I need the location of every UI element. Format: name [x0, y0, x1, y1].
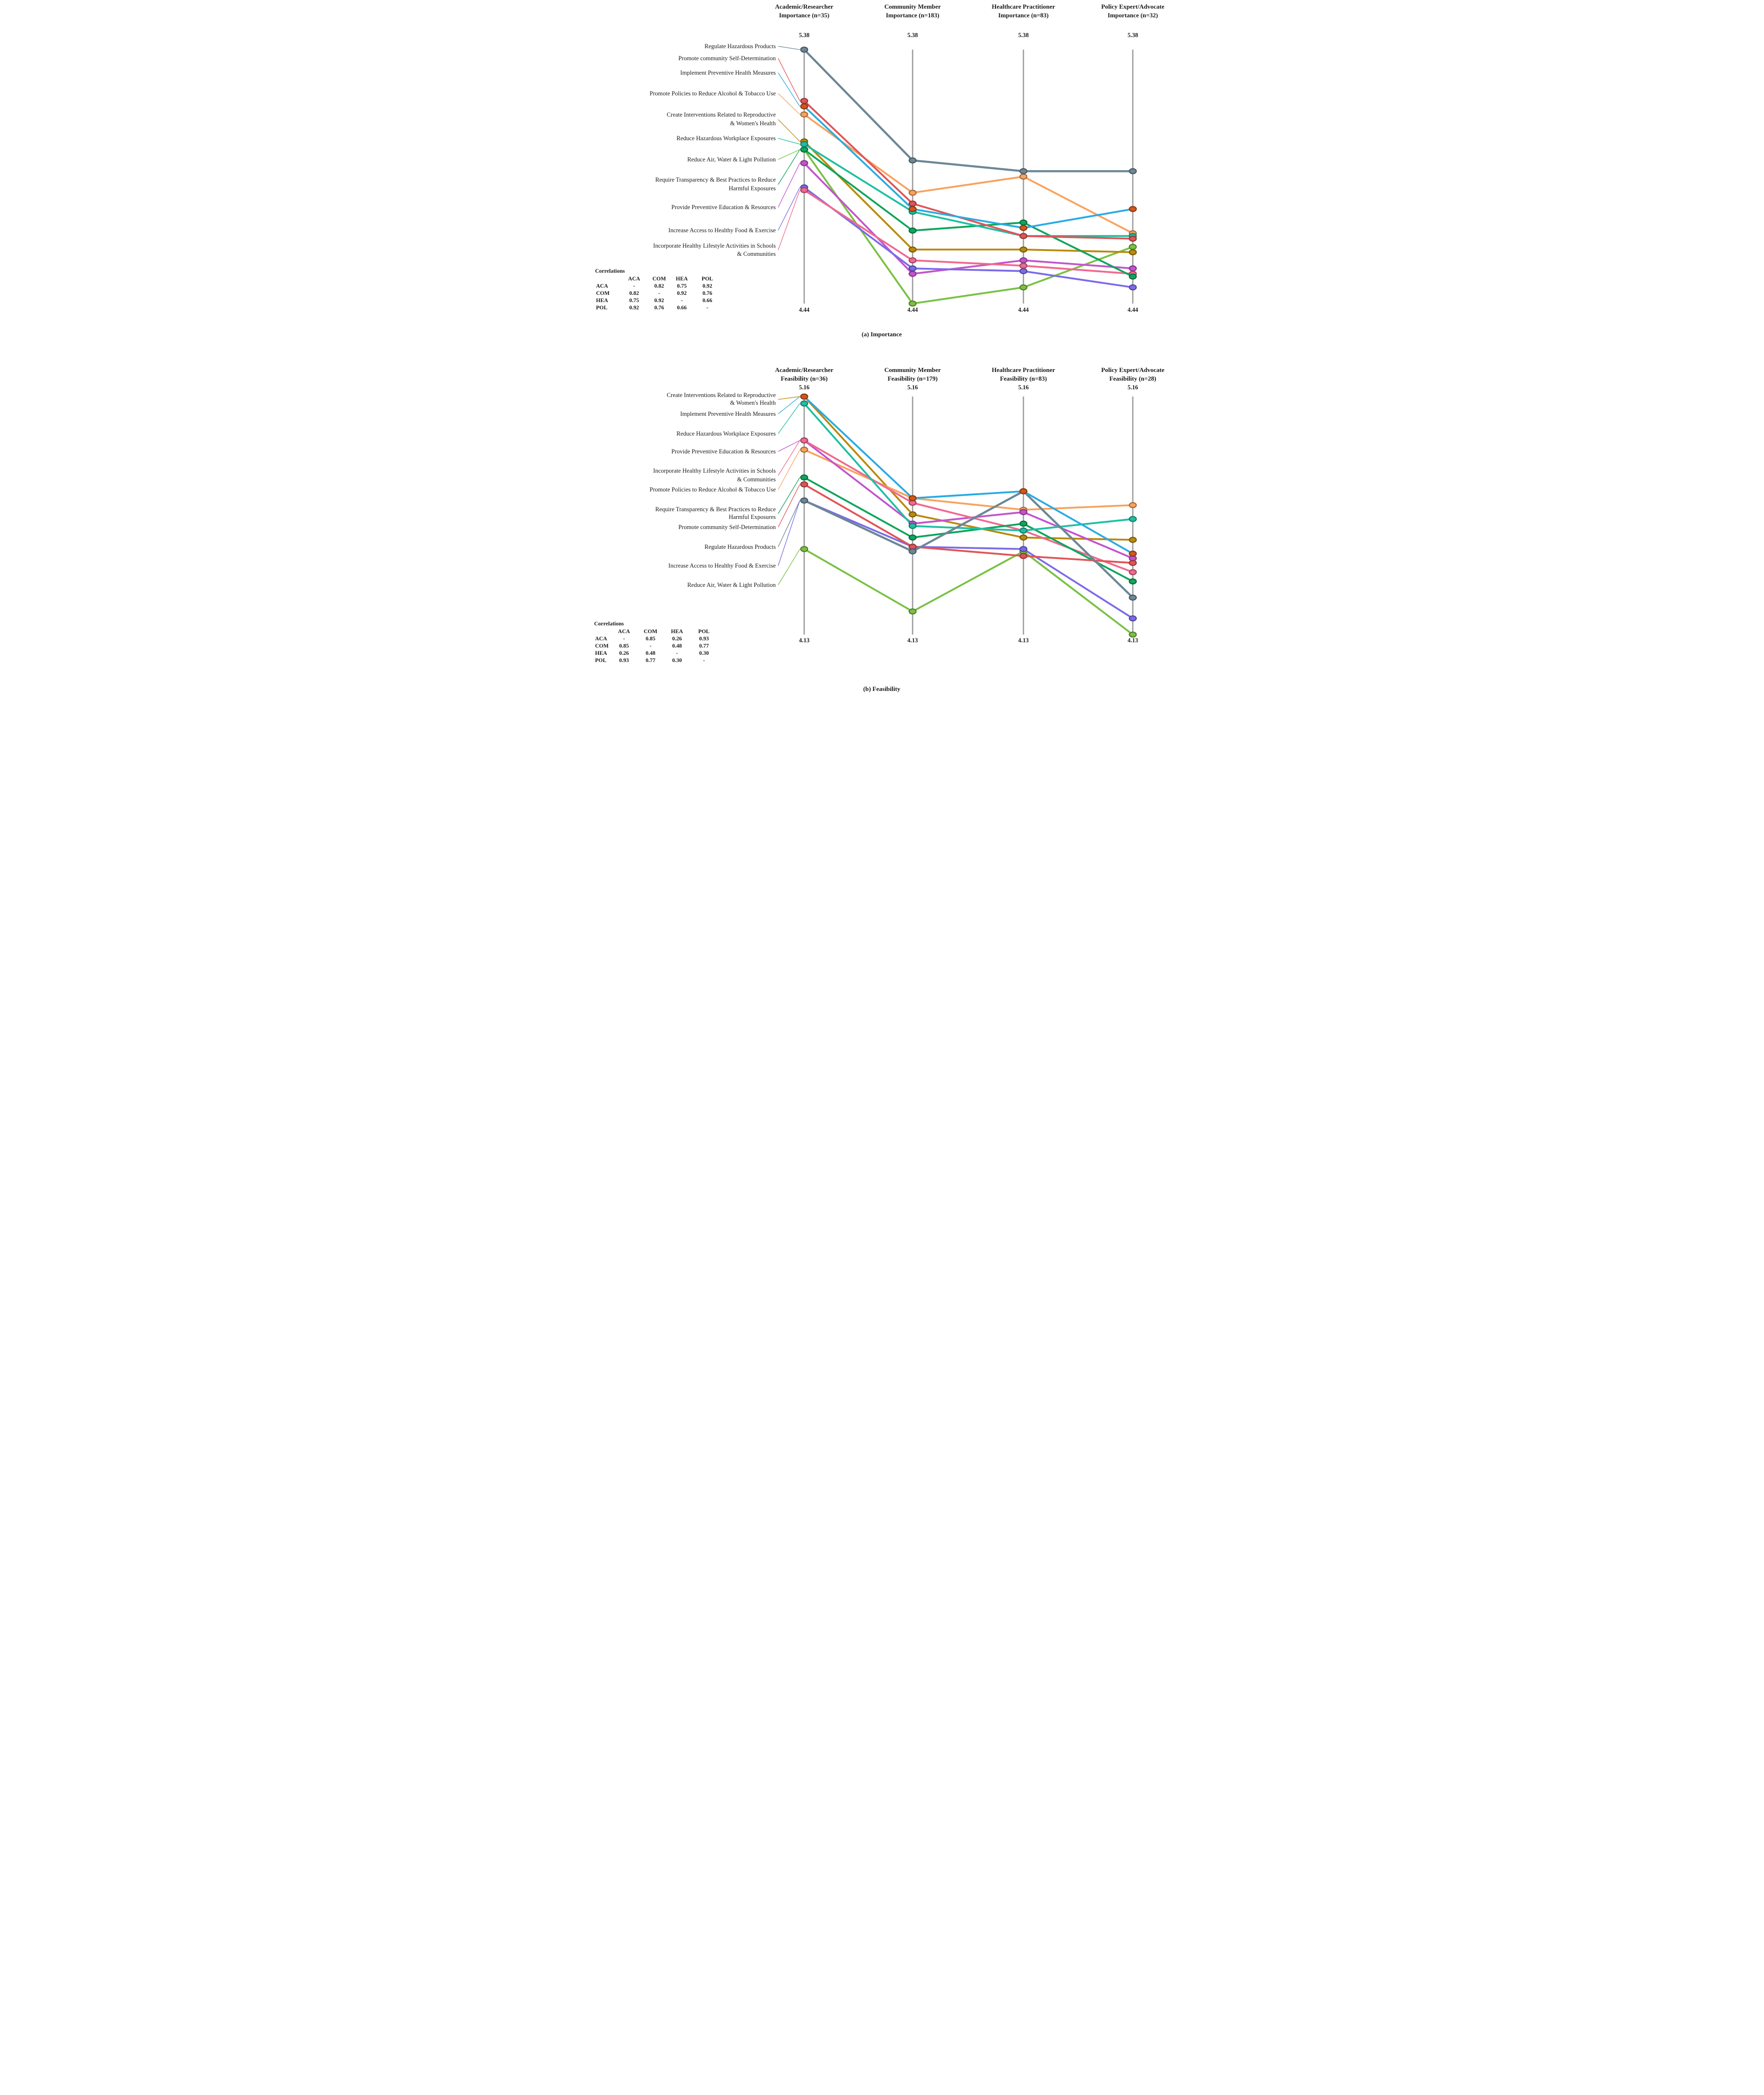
axis-title-line1: Policy Expert/Advocate: [1101, 366, 1165, 373]
axis-min-label: 4.44: [798, 306, 809, 313]
leader-line: [778, 138, 800, 144]
series-marker-red: [1020, 554, 1026, 558]
series-label: Increase Access to Healthy Food & Exercise: [668, 562, 776, 569]
correlations-value: 0.26: [619, 650, 629, 656]
correlations-row-label: POL: [596, 305, 608, 311]
correlations-value: 0.48: [645, 650, 655, 656]
correlations-value: -: [633, 283, 635, 289]
series-marker-steel: [1129, 595, 1136, 600]
series-marker-magenta: [1129, 266, 1136, 271]
correlations-title: Correlations: [594, 621, 624, 627]
series-marker-lorange: [800, 447, 807, 452]
correlations-value: 0.93: [699, 636, 709, 642]
series-label: Implement Preventive Health Measures: [680, 411, 776, 417]
correlations-value: 0.93: [619, 658, 629, 663]
series-marker-teal: [800, 142, 807, 146]
series-marker-teal: [1129, 517, 1136, 521]
axis-title-line2: Importance (n=83): [998, 12, 1048, 19]
axis-title-line1: Academic/Researcher: [774, 3, 834, 10]
series-label: & Women's Health: [729, 399, 776, 406]
series-label: Provide Preventive Education & Resources: [671, 448, 776, 455]
axis-title-line2: Importance (n=183): [885, 12, 940, 19]
panel-caption: (b) Feasibility: [863, 685, 900, 692]
series-label: Promote Policies to Reduce Alcohol & Tobacco Use: [649, 486, 776, 493]
series-marker-teal: [1020, 528, 1026, 533]
correlations-row-label: ACA: [595, 636, 607, 642]
leader-line: [778, 450, 800, 490]
series-marker-teal: [800, 401, 807, 406]
series-marker-teal: [909, 523, 915, 528]
series-marker-violet: [1020, 546, 1026, 551]
series-marker-red: [1129, 560, 1136, 565]
axis-title-line2: Feasibility (n=179): [887, 375, 938, 382]
correlations-col-header: COM: [652, 276, 666, 282]
series-label: Increase Access to Healthy Food & Exercise: [668, 227, 776, 234]
series-line-sgreen: [804, 477, 1133, 582]
series-marker-red: [800, 98, 807, 103]
series-label: Incorporate Healthy Lifestyle Activities in Schools: [653, 242, 776, 249]
axis-title-line1: Policy Expert/Advocate: [1101, 3, 1165, 10]
series-label: & Communities: [737, 476, 776, 483]
panel-a: [595, 3, 1165, 338]
axis-title-line2: Feasibility (n=83): [999, 375, 1047, 382]
series-marker-steel: [909, 549, 915, 554]
series-marker-lorange: [909, 190, 915, 195]
figure-canvas: [588, 0, 1176, 698]
series-label: Require Transparency & Best Practices to Reduce: [655, 506, 776, 513]
correlations-col-header: ACA: [628, 276, 640, 282]
series-label: Regulate Hazardous Products: [704, 544, 776, 550]
series-marker-red: [1020, 234, 1026, 239]
series-marker-pink: [909, 258, 915, 263]
correlations-col-header: POL: [701, 276, 713, 282]
panel-b: [594, 366, 1165, 692]
series-marker-violet: [1020, 269, 1026, 274]
series-marker-steel: [1020, 169, 1026, 173]
series-marker-lime: [1129, 244, 1136, 249]
series-label: Create Interventions Related to Reproductive: [666, 111, 776, 118]
axis-min-label: 4.13: [798, 637, 809, 644]
axis-max-label: 5.16: [1018, 384, 1029, 391]
correlations-value: 0.75: [676, 283, 687, 289]
series-marker-lorange: [1020, 174, 1026, 179]
correlations-value: -: [649, 643, 651, 649]
series-label: & Communities: [737, 251, 776, 257]
correlations-value: 0.82: [629, 291, 639, 296]
series-marker-cyan: [1020, 489, 1026, 493]
series-marker-gold: [1020, 247, 1026, 252]
correlations-value: 0.92: [676, 291, 687, 296]
series-marker-steel: [909, 158, 915, 163]
series-marker-lime: [1020, 285, 1026, 290]
series-label: Regulate Hazardous Products: [704, 43, 776, 50]
series-line-pink: [804, 190, 1133, 274]
correlations-value: 0.75: [629, 298, 639, 304]
axis-title-line2: Importance (n=32): [1107, 12, 1158, 19]
series-marker-violet: [1129, 285, 1136, 290]
axis-min-label: 4.44: [1127, 306, 1138, 313]
series-marker-cyan: [909, 496, 915, 501]
series-marker-lime: [909, 609, 915, 614]
series-label: Implement Preventive Health Measures: [680, 69, 776, 76]
series-marker-magenta: [1020, 510, 1026, 515]
axis-title-line1: Community Member: [884, 3, 941, 10]
series-marker-red: [909, 201, 915, 206]
axis-min-label: 4.13: [907, 637, 918, 644]
series-marker-cyan: [1129, 207, 1136, 212]
figure-parallel-coordinates: [588, 0, 1176, 701]
correlations-col-header: HEA: [671, 629, 683, 635]
series-marker-cyan: [1020, 225, 1026, 230]
correlations-value: 0.30: [672, 658, 682, 663]
correlations-value: 0.76: [702, 291, 712, 296]
leader-line: [778, 163, 800, 207]
correlations-value: -: [703, 658, 705, 663]
correlations-value: -: [706, 305, 708, 311]
axis-title-line2: Importance (n=35): [779, 12, 829, 19]
series-marker-red: [800, 482, 807, 487]
series-marker-violet: [1129, 616, 1136, 621]
series-line-teal: [804, 403, 1133, 530]
leader-line: [778, 549, 800, 585]
correlations-row-label: POL: [595, 658, 607, 663]
series-marker-red: [1129, 236, 1136, 241]
correlations-value: 0.85: [645, 636, 655, 642]
series-marker-magenta: [909, 271, 915, 276]
axis-max-label: 5.38: [907, 32, 918, 39]
axis-title-line1: Academic/Researcher: [774, 366, 834, 373]
series-label: Create Interventions Related to Reproductive: [666, 392, 776, 398]
axis-max-label: 5.16: [798, 384, 809, 391]
series-marker-sgreen: [800, 147, 807, 152]
series-label: Reduce Hazardous Workplace Exposures: [676, 135, 776, 142]
panel-caption: (a) Importance: [861, 331, 902, 338]
axis-title-line2: Feasibility (n=36): [780, 375, 828, 382]
series-marker-steel: [800, 47, 807, 52]
series-marker-lime: [1129, 632, 1136, 637]
leader-line: [778, 403, 800, 434]
series-marker-cyan: [800, 104, 807, 109]
axis-min-label: 4.44: [907, 306, 918, 313]
series-marker-gold: [1129, 537, 1136, 542]
correlations-col-header: HEA: [676, 276, 688, 282]
axis-max-label: 5.38: [798, 32, 809, 39]
series-line-lime: [804, 549, 1133, 635]
series-marker-gold: [909, 512, 915, 517]
correlations-col-header: ACA: [618, 629, 630, 635]
leader-line: [778, 58, 800, 101]
correlations-value: 0.66: [702, 298, 712, 304]
correlations-title: Correlations: [595, 268, 625, 274]
leader-line: [778, 46, 800, 50]
axis-min-label: 4.13: [1018, 637, 1029, 644]
series-marker-lorange: [800, 112, 807, 117]
series-label: Promote community Self-Determination: [678, 524, 776, 530]
series-marker-sgreen: [1129, 579, 1136, 584]
series-label: Provide Preventive Education & Resources: [671, 204, 776, 211]
correlations-row-label: HEA: [595, 650, 607, 656]
series-marker-pink: [1129, 570, 1136, 574]
correlations-col-header: COM: [643, 629, 657, 635]
series-marker-steel: [800, 498, 807, 503]
series-line-cyan: [804, 106, 1133, 228]
correlations-value: 0.85: [619, 643, 629, 649]
correlations-value: 0.82: [654, 283, 664, 289]
correlations-value: -: [676, 650, 678, 656]
series-marker-gold: [909, 247, 915, 252]
series-label: Promote community Self-Determination: [678, 55, 776, 62]
series-marker-gold: [1129, 250, 1136, 254]
series-label: Reduce Hazardous Workplace Exposures: [676, 430, 776, 437]
correlations-value: 0.77: [699, 643, 709, 649]
series-marker-gold: [1020, 535, 1026, 540]
correlations-value: 0.66: [676, 305, 687, 311]
series-label: Harmful Exposures: [728, 514, 776, 520]
series-marker-sgreen: [909, 535, 915, 540]
correlations-value: 0.26: [672, 636, 682, 642]
series-marker-cyan: [800, 394, 807, 399]
series-marker-sgreen: [800, 475, 807, 480]
series-marker-magenta: [1020, 258, 1026, 263]
correlations-row-label: HEA: [596, 298, 608, 304]
axis-max-label: 5.16: [907, 384, 918, 391]
series-marker-sgreen: [1020, 521, 1026, 526]
leader-line: [778, 501, 800, 566]
correlations-row-label: COM: [596, 291, 610, 296]
axis-title-line2: Feasibility (n=28): [1109, 375, 1156, 382]
leader-line: [778, 73, 800, 106]
correlations-value: 0.92: [654, 298, 664, 304]
series-marker-magenta: [800, 160, 807, 165]
series-marker-pink: [800, 438, 807, 443]
series-label: Promote Policies to Reduce Alcohol & Tobacco Use: [649, 90, 776, 97]
correlations-col-header: POL: [698, 629, 710, 635]
leader-line: [778, 93, 800, 115]
correlations-value: 0.76: [654, 305, 664, 311]
series-label: Reduce Air, Water & Light Pollution: [687, 582, 776, 588]
series-label: Harmful Exposures: [728, 185, 776, 192]
leader-line: [778, 484, 800, 527]
axis-max-label: 5.38: [1127, 32, 1138, 39]
axis-min-label: 4.44: [1018, 306, 1029, 313]
series-marker-lime: [800, 546, 807, 551]
correlations-value: -: [658, 291, 660, 296]
series-marker-sgreen: [909, 228, 915, 233]
series-label: Incorporate Healthy Lifestyle Activities in Schools: [653, 467, 776, 474]
series-marker-lime: [909, 301, 915, 306]
correlations-value: -: [680, 298, 683, 304]
series-label: & Women's Health: [729, 120, 776, 127]
axis-title-line1: Healthcare Practitioner: [991, 366, 1055, 373]
axis-title-line1: Healthcare Practitioner: [991, 3, 1055, 10]
series-marker-pink: [1020, 263, 1026, 268]
series-marker-cyan: [909, 207, 915, 212]
series-marker-lorange: [1129, 503, 1136, 507]
axis-title-line1: Community Member: [884, 366, 941, 373]
leader-line: [778, 190, 800, 250]
series-marker-sgreen: [1129, 274, 1136, 279]
axis-max-label: 5.38: [1018, 32, 1029, 39]
series-marker-pink: [800, 187, 807, 192]
correlations-value: 0.48: [672, 643, 682, 649]
series-marker-sgreen: [1020, 220, 1026, 225]
correlations-value: 0.30: [699, 650, 709, 656]
leader-line: [778, 501, 800, 547]
series-marker-steel: [1129, 169, 1136, 173]
correlations-row-label: ACA: [596, 283, 608, 289]
series-marker-violet: [909, 266, 915, 271]
correlations-value: 0.92: [702, 283, 712, 289]
axis-min-label: 4.13: [1127, 637, 1138, 644]
leader-line: [778, 119, 800, 142]
series-label: Require Transparency & Best Practices to Reduce: [655, 176, 776, 183]
correlations-value: -: [623, 636, 625, 642]
series-marker-cyan: [1129, 551, 1136, 556]
series-label: Reduce Air, Water & Light Pollution: [687, 156, 776, 163]
axis-max-label: 5.16: [1127, 384, 1138, 391]
correlations-row-label: COM: [595, 643, 609, 649]
correlations-value: 0.77: [645, 658, 655, 663]
correlations-value: 0.92: [629, 305, 639, 311]
leader-line: [778, 187, 800, 230]
